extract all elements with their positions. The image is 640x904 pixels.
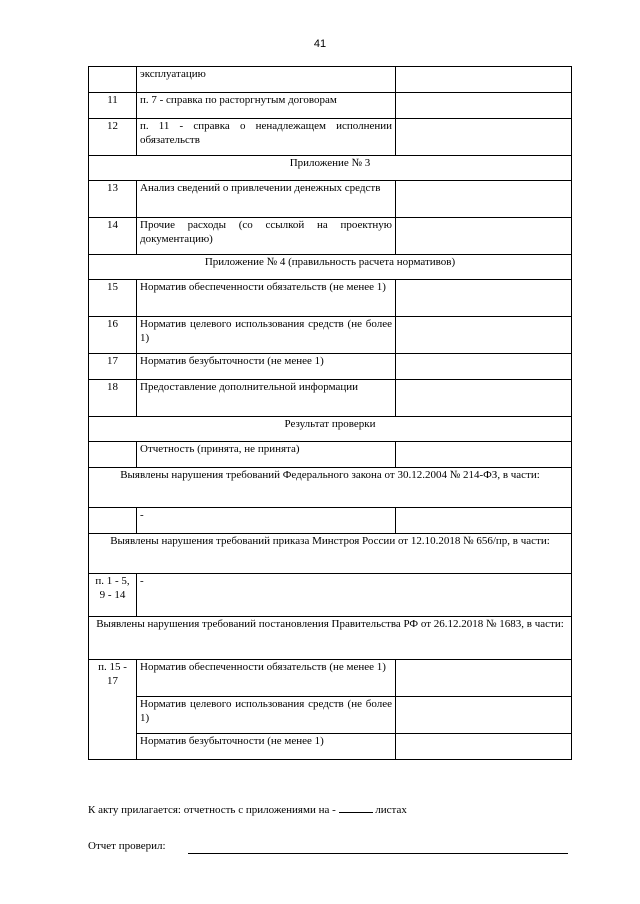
table-row — [89, 697, 572, 734]
table-row — [89, 93, 572, 119]
sheet-count-field[interactable] — [339, 801, 373, 813]
row-value-cell[interactable] — [396, 380, 572, 417]
row-description: Норматив безубыточности (не менее 1) — [137, 734, 396, 760]
table-row — [89, 280, 572, 317]
row-value-cell[interactable] — [396, 354, 572, 380]
row-description: Анализ сведений о привлечении денежных средств — [137, 181, 396, 218]
table-row — [89, 660, 572, 697]
page-number: 41 — [313, 38, 327, 50]
table-row — [89, 317, 572, 354]
table-row — [89, 181, 572, 218]
table-row — [89, 442, 572, 468]
row-value-cell[interactable] — [396, 697, 572, 734]
row-number: 17 — [89, 354, 137, 380]
row-description: п. 7 - справка по расторгнутым договорам — [137, 93, 396, 119]
row-description: Норматив безубыточности (не менее 1) — [137, 354, 396, 380]
attachment-sheets-label: листах — [375, 804, 407, 816]
row-number — [89, 67, 137, 93]
row-description: Предоставление дополнительной информации — [137, 380, 396, 417]
row-number: 14 — [89, 218, 137, 255]
row-description: Отчетность (принята, не принята) — [137, 442, 396, 468]
table-row — [89, 218, 572, 255]
row-description: Норматив обеспеченности обязательств (не менее 1) — [137, 660, 396, 697]
inspection-table — [88, 66, 572, 760]
row-number: 13 — [89, 181, 137, 218]
row-description: Прочие расходы (со ссылкой на проектную документацию) — [137, 218, 396, 255]
violations-214-fz-title: Выявлены нарушения требований Федерального закона от 30.12.2004 № 214-ФЗ, в части: — [89, 468, 572, 508]
row-number: 16 — [89, 317, 137, 354]
table-row — [89, 354, 572, 380]
row-value-cell[interactable] — [396, 218, 572, 255]
row-value-cell[interactable] — [396, 280, 572, 317]
row-value-cell[interactable] — [396, 660, 572, 697]
row-value-cell[interactable] — [396, 508, 572, 534]
row-number: 12 — [89, 119, 137, 156]
section-header-row — [89, 468, 572, 508]
row-number: п. 15 - 17 — [89, 660, 137, 760]
row-number — [89, 442, 137, 468]
row-description: Норматив целевого использования средств (не более 1) — [137, 317, 396, 354]
section-header-row — [89, 156, 572, 181]
row-description: Норматив обеспеченности обязательств (не менее 1) — [137, 280, 396, 317]
row-value-cell[interactable] — [396, 93, 572, 119]
row-description: - — [137, 574, 572, 617]
row-value-cell[interactable] — [396, 442, 572, 468]
row-number: п. 1 - 5, 9 - 14 — [89, 574, 137, 617]
row-value-cell[interactable] — [396, 67, 572, 93]
row-description: эксплуатацию — [137, 67, 396, 93]
section-header-row — [89, 417, 572, 442]
row-description: п. 11 - справка о ненадлежащем исполнении обязательств — [137, 119, 396, 156]
row-value-cell[interactable] — [396, 181, 572, 218]
section-header-row — [89, 255, 572, 280]
row-value-cell[interactable] — [396, 317, 572, 354]
violations-656-pr-title: Выявлены нарушения требований приказа Минстроя России от 12.10.2018 № 656/пр, в части: — [89, 534, 572, 574]
attachment-text: К акту прилагается: отчетность с приложениями на - — [88, 804, 336, 816]
row-value-cell[interactable] — [396, 119, 572, 156]
row-value-cell[interactable] — [396, 734, 572, 760]
checked-by-signature-field[interactable] — [188, 853, 568, 854]
table-row — [89, 508, 572, 534]
table-row — [89, 380, 572, 417]
violations-1683-title: Выявлены нарушения требований постановления Правительства РФ от 26.12.2018 № 1683, в части: — [89, 617, 572, 660]
section-title-result: Результат проверки — [89, 417, 572, 442]
attachment-line — [88, 801, 407, 816]
section-header-row — [89, 617, 572, 660]
row-number: 18 — [89, 380, 137, 417]
table-row — [89, 574, 572, 617]
section-header-row — [89, 534, 572, 574]
row-number: 11 — [89, 93, 137, 119]
table-row — [89, 734, 572, 760]
section-title-appendix-4: Приложение № 4 (правильность расчета нормативов) — [89, 255, 572, 280]
row-description: - — [137, 508, 396, 534]
row-number: 15 — [89, 280, 137, 317]
table-row — [89, 67, 572, 93]
checked-by-label: Отчет проверил: — [88, 840, 166, 852]
table-row — [89, 119, 572, 156]
section-title-appendix-3: Приложение № 3 — [89, 156, 572, 181]
row-number — [89, 508, 137, 534]
row-description: Норматив целевого использования средств (не более 1) — [137, 697, 396, 734]
